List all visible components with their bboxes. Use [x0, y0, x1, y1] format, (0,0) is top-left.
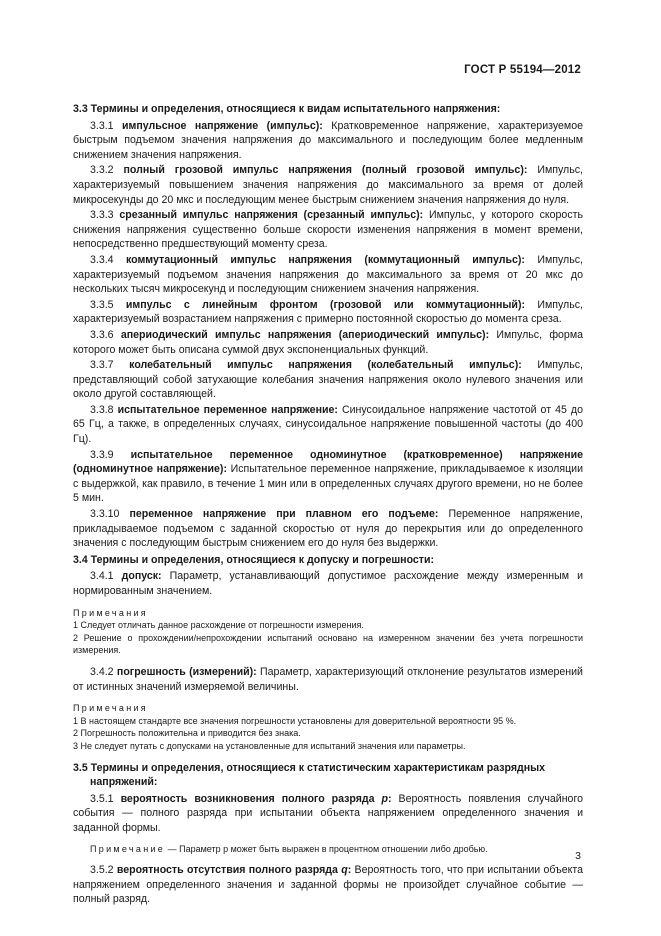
document-body	[73, 100, 583, 908]
term-3-3-10	[73, 507, 583, 551]
note-item: 1 Следует отличать данное расхождение от погрешности измерения.	[73, 620, 364, 631]
clause-number: 3.5.2	[90, 864, 114, 877]
term-definition: Вероятность того, что при испытании объекта напряжением определенного значения и заданной формы не произойдет случайное событие — полный разряд.	[73, 864, 583, 906]
term-definition: Параметр, характеризующий отклонение результатов измерений от истинных значений измеряемой величины.	[73, 665, 583, 693]
term-3-3-7	[73, 358, 583, 402]
notes-heading: Примечания	[73, 607, 148, 618]
term-3-5-1	[73, 792, 583, 836]
clause-number: 3.3.10	[90, 508, 120, 521]
term-definition: Переменное напряжение, прикладываемое подъемом с заданной скоростью от нуля до перекрытия или до определенного значения с последующим быстрым снижением его до нуля без выдержки.	[73, 508, 583, 550]
term-definition: Испытательное переменное напряжение, прикладываемое к изоляции с выдержкой, как правило, в течение 1 мин или в определенных случаях другого времени, но не более 5 мин.	[73, 463, 583, 505]
term-3-3-2	[73, 163, 583, 207]
note-3-5-1	[73, 843, 583, 856]
standard-designation: ГОСТ Р 55194—2012	[464, 64, 581, 76]
notes-3-4-1	[73, 607, 583, 657]
note-text: — Параметр p может быть выражен в процентном отношении либо дробью.	[165, 843, 488, 854]
term-definition: Импульс, характеризуемый повышением значения напряжения до максимального за время от долей микросекунды до 20 мкс и последующим менее быстрым снижением значения напряжения до нуля.	[73, 164, 583, 206]
notes-heading: Примечания	[73, 703, 148, 714]
term-name: полный грозовой импульс напряжения (полный грозовой импульс):	[123, 164, 528, 177]
term-definition: Импульс, характеризуемый подъемом значения напряжения до максимального за время от 20 мкс до нескольких тысяч микросекунд и последующим снижением значения напряжения.	[73, 253, 583, 296]
note-item: 3 Не следует путать с допусками на установленные для испытаний значения или параметры.	[73, 740, 466, 751]
term-3-3-6	[73, 328, 583, 357]
term-colon: :	[388, 792, 392, 805]
term-definition: Импульс, представляющий собой затухающие колебания значения напряжения около нулевого значения или около другой составляющей.	[73, 359, 583, 401]
clause-number: 3.4.2	[90, 665, 114, 678]
clause-number: 3.3.1	[90, 119, 114, 132]
term-name: испытательное переменное напряжение:	[117, 403, 338, 416]
clause-number: 3.3.7	[90, 359, 114, 372]
term-3-3-1	[73, 119, 583, 163]
page-number: 3	[575, 850, 581, 862]
term-3-5-2	[73, 863, 583, 907]
note-item: 2 Погрешность положительна и приводится без знака.	[73, 728, 301, 739]
term-name: импульс с линейным фронтом (грозовой или коммутационный):	[125, 298, 525, 311]
term-name: вероятность отсутствия полного разряда	[116, 864, 338, 877]
term-symbol: q	[341, 864, 348, 877]
term-3-4-1	[73, 569, 583, 598]
note-label: Примечание	[90, 843, 166, 854]
term-definition: Синусоидальное напряжение частотой от 45 до 65 Гц, а также, в определенных случаях, синусоидальное напряжение повышенной частоты (до 400 Гц).	[73, 403, 583, 446]
term-definition: Импульс, форма которого может быть описана суммой двух экспоненциальных функций.	[73, 328, 583, 356]
clause-number: 3.3.8	[90, 403, 114, 416]
term-definition: Кратковременное напряжение, характеризуемое быстрым подъемом значения напряжения до максимального и последующим более медленным снижением значения напряжения.	[73, 119, 583, 161]
term-definition: Параметр, устанавливающий допустимое расхождение между измеренным и нормированным значением.	[73, 570, 583, 597]
term-definition: Импульс, у которого скорость снижения напряжения существенно больше скорости изменения напряжения в момент времени, непосредственно предшествующий моменту среза.	[73, 209, 583, 251]
term-symbol: p	[381, 792, 389, 805]
term-name: допуск:	[121, 570, 162, 583]
clause-number: 3.4.1	[90, 570, 114, 583]
term-3-3-3	[73, 208, 583, 252]
term-name: погрешность (измерений):	[116, 665, 257, 678]
note-item: 2 Решение о прохождении/непрохождении испытаний основано на измеренном значении без учета погрешности измерения.	[73, 632, 583, 656]
term-3-3-9	[73, 448, 583, 506]
section-heading-line: 3.5 Термины и определения, относящиеся к статистическим характеристикам разрядных	[73, 761, 546, 774]
section-heading-continuation: напряжений:	[90, 776, 158, 789]
term-name: переменное напряжение при плавном его подъеме:	[129, 508, 439, 521]
term-definition: Импульс, характеризуемый возрастанием напряжения с примерно постоянной скоростью до момента среза.	[73, 298, 583, 326]
clause-number: 3.3.9	[90, 448, 114, 461]
clause-number: 3.3.4	[90, 253, 114, 266]
term-name: коммутационный импульс напряжения (коммутационный импульс):	[125, 253, 525, 266]
term-name: срезанный импульс напряжения (срезанный импульс):	[119, 209, 424, 222]
section-heading-3-5	[73, 761, 583, 790]
term-colon: :	[347, 864, 352, 877]
term-definition: Вероятность появления случайного события — полного разряда при испытании объекта напряжением определенного значения и заданной формы.	[73, 792, 583, 834]
clause-number: 3.3.5	[90, 298, 114, 311]
term-name: апериодический импульс напряжения (апериодический импульс):	[120, 328, 490, 341]
term-3-3-8	[73, 403, 583, 447]
term-3-4-2	[73, 665, 583, 694]
clause-number: 3.3.2	[90, 164, 114, 177]
section-heading-3-3: 3.3 Термины и определения, относящиеся к видам испытательного напряжения:	[73, 103, 501, 115]
term-name: испытательное переменное одноминутное (кратковременное) напряжение (одноминутное напряжение):	[73, 448, 583, 476]
term-name: вероятность возникновения полного разряда	[120, 792, 375, 805]
term-3-3-5	[73, 298, 583, 327]
notes-3-4-2	[73, 702, 583, 752]
clause-number: 3.3.3	[90, 209, 114, 222]
term-name: колебательный импульс напряжения (колебательный импульс):	[129, 359, 522, 372]
clause-number: 3.3.6	[90, 328, 114, 341]
note-item: 1 В настоящем стандарте все значения погрешности установлены для доверительной вероятности 95 %.	[73, 715, 517, 726]
term-3-3-4	[73, 253, 583, 297]
term-name: импульсное напряжение (импульс):	[122, 119, 323, 132]
section-heading-3-4: 3.4 Термины и определения, относящиеся к допуску и погрешности:	[73, 553, 435, 566]
clause-number: 3.5.1	[90, 792, 114, 805]
